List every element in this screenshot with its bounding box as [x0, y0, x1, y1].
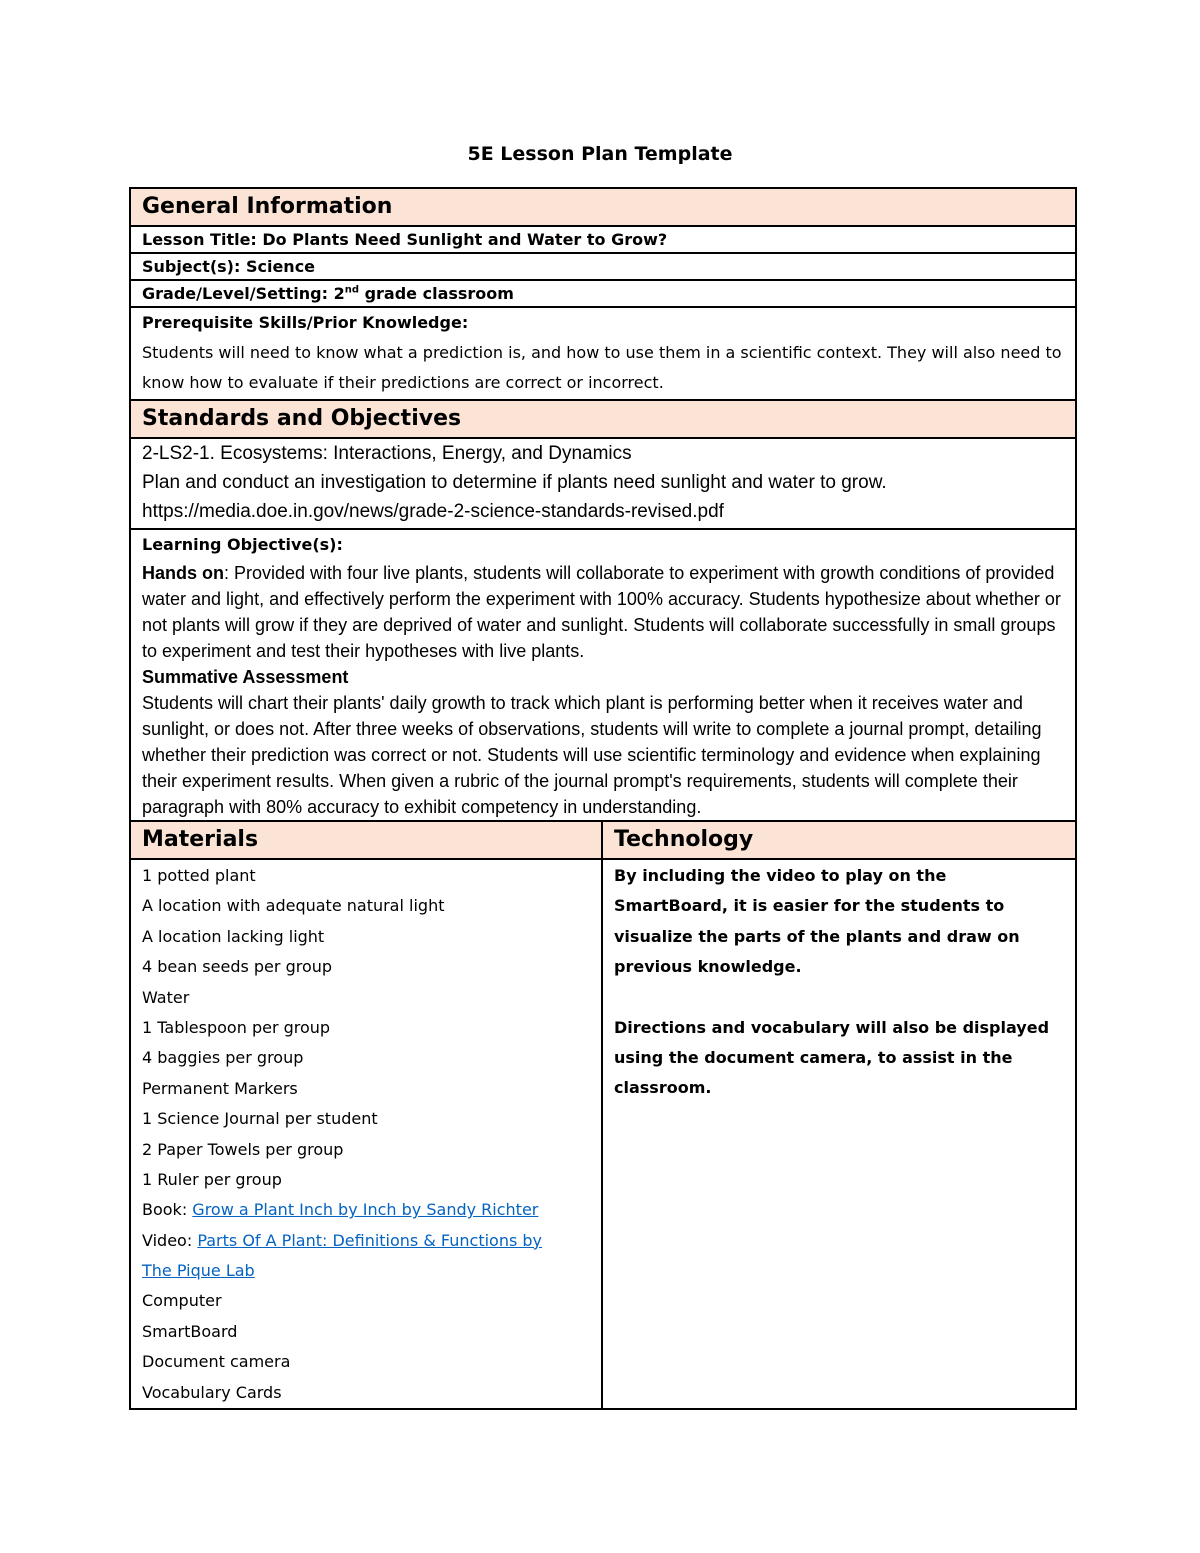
subjects-row: Subject(s): Science	[130, 253, 1076, 280]
learning-objectives-cell	[130, 529, 1076, 821]
grade-ordinal: nd	[344, 284, 360, 296]
page-title: 5E Lesson Plan Template	[467, 143, 733, 165]
prerequisite-label: Prerequisite Skills/Prior Knowledge:	[142, 313, 469, 332]
prerequisite-text: Students will need to know what a prediction is, and how to use them in a scientific context. They will also need to know how to evaluate if their predictions are correct or incorrect.	[142, 343, 1062, 392]
summative-assessment-label: Summative Assessment	[142, 667, 349, 687]
list-item: A location with adequate natural light	[142, 896, 445, 916]
hands-on-text: : Provided with four live plants, students will collaborate to experiment with growth conditions of provided water and light, and effectively perform the experiment with 100% accuracy. Students hypothesize about whether or not plants will grow if they are deprived of water and sunlight. Students will collaborate successfully in small groups to experiment and test their hypotheses with live plants.	[142, 563, 1061, 661]
video-item	[142, 1226, 590, 1256]
video-label: Video:	[142, 1230, 198, 1250]
lesson-title-row: Lesson Title: Do Plants Need Sunlight and Water to Grow?	[130, 226, 1076, 253]
learning-objectives-label: Learning Objective(s):	[142, 535, 343, 554]
hands-on-label: Hands on	[142, 563, 225, 583]
video-item-continued	[142, 1256, 590, 1286]
grade-prefix: Grade/Level/Setting: 2	[142, 284, 345, 303]
list-item: 1 Tablespoon per group	[142, 1017, 331, 1037]
list-item: Water	[142, 987, 190, 1007]
technology-paragraph-2: Directions and vocabulary will also be displayed using the document camera, to assist in the classroom.	[614, 1017, 1050, 1098]
list-item: Computer	[142, 1291, 222, 1311]
list-item: 4 bean seeds per group	[142, 957, 333, 977]
list-item: Document camera	[142, 1352, 291, 1372]
video-link-continued[interactable]: The Pique Lab	[142, 1261, 255, 1281]
list-item: 2 Paper Towels per group	[142, 1139, 344, 1159]
standards-objectives-header: Standards and Objectives	[130, 400, 1076, 438]
book-label: Book:	[142, 1200, 193, 1220]
book-item	[142, 1195, 590, 1225]
technology-cell	[602, 859, 1076, 1409]
standard-code: 2-LS2-1. Ecosystems: Interactions, Energy, and Dynamics	[142, 443, 632, 464]
standard-url: https://media.doe.in.gov/news/grade-2-science-standards-revised.pdf	[142, 501, 724, 522]
list-item: Permanent Markers	[142, 1078, 298, 1098]
materials-cell	[130, 859, 602, 1409]
summative-assessment-text: Students will chart their plants' daily growth to track which plant is performing better when it receives water and sunlight, or does not. After three weeks of observations, students will write to complete a journal prompt, detailing whether their prediction was correct or not. Students will use scientific terminology and evidence when explaining their experiment results. When given a rubric of the journal prompt's requirements, students will complete their paragraph with 80% accuracy to exhibit competency in understanding.	[142, 693, 1042, 817]
standards-cell	[130, 438, 1076, 529]
list-item: 4 baggies per group	[142, 1048, 304, 1068]
list-item: Vocabulary Cards	[142, 1382, 282, 1402]
list-item: A location lacking light	[142, 926, 325, 946]
list-item: SmartBoard	[142, 1321, 238, 1341]
grade-suffix: grade classroom	[359, 284, 514, 303]
general-information-header: General Information	[130, 188, 1076, 226]
technology-header: Technology	[602, 821, 1076, 859]
video-link[interactable]: Parts Of A Plant: Definitions & Functions by	[197, 1230, 543, 1250]
list-item: 1 potted plant	[142, 866, 256, 885]
lesson-plan-table	[129, 187, 1077, 1410]
prerequisite-cell	[130, 307, 1076, 400]
materials-header: Materials	[130, 821, 602, 859]
list-item: 1 Ruler per group	[142, 1169, 282, 1189]
list-item: 1 Science Journal per student	[142, 1109, 378, 1129]
technology-paragraph-1: By including the video to play on the SmartBoard, it is easier for the students to visualize the parts of the plants and draw on previous knowledge.	[614, 866, 1020, 977]
hands-on-paragraph	[142, 560, 1064, 664]
grade-level-row	[130, 280, 1076, 307]
standard-description: Plan and conduct an investigation to determine if plants need sunlight and water to grow.	[142, 472, 887, 493]
book-link[interactable]: Grow a Plant Inch by Inch by Sandy Richter	[192, 1200, 539, 1220]
